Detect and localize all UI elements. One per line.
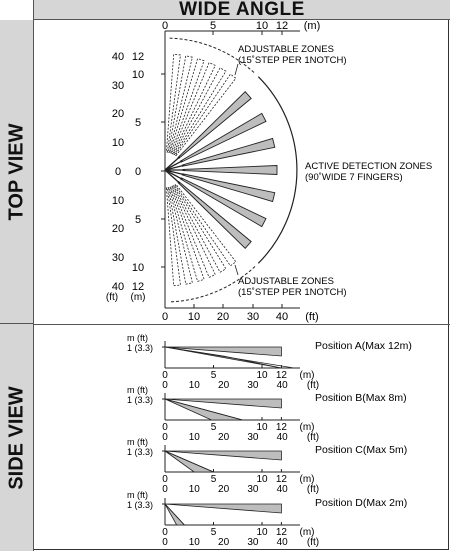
side-x-ft-tick-label: 10 — [188, 380, 200, 391]
side-x-m-unit-label: (m) — [299, 474, 315, 485]
side-beam-upper — [165, 504, 281, 513]
left-ft-tick-label: 10 — [111, 195, 125, 207]
side-x-ft-tick-label: 40 — [276, 432, 288, 443]
side-x-m-tick-label: 12 — [275, 422, 287, 433]
page-title: WIDE ANGLE — [179, 0, 305, 20]
adjustable-zones-top-title: ADJUSTABLE ZONES — [238, 44, 334, 55]
side-x-ft-tick-label: 0 — [162, 380, 168, 391]
side-x-m-tick-label: 5 — [210, 474, 217, 485]
left-ft-tick-label: 20 — [111, 223, 125, 235]
side-x-ft-tick-label: 30 — [247, 484, 259, 495]
side-y-unit-label: m (ft) — [127, 437, 148, 447]
side-x-m-tick-label: 10 — [256, 527, 268, 538]
side-y-value-label: 1 (3.3) — [127, 343, 154, 353]
top-view-label: TOP VIEW — [5, 122, 27, 221]
left-ft-tick-label: 20 — [111, 108, 125, 120]
left-ft-unit-label: (ft) — [105, 292, 119, 303]
side-y-value-label: 1 (3.3) — [127, 447, 154, 457]
side-position-label: Position D(Max 2m) — [315, 497, 408, 509]
adjustable-zone-finger — [166, 188, 180, 286]
left-m-tick-label: 12 — [131, 281, 145, 293]
bottom-axis-unit-label: (ft) — [305, 311, 319, 323]
bottom-axis-tick-label: 40 — [275, 311, 289, 323]
adjustable-zone-finger — [172, 63, 215, 154]
side-x-ft-tick-label: 40 — [276, 380, 288, 391]
side-x-ft-tick-label: 40 — [276, 484, 288, 495]
side-x-ft-unit-label: (ft) — [306, 484, 320, 495]
side-x-m-tick-label: 12 — [275, 474, 287, 485]
side-x-m-tick-label: 0 — [162, 474, 168, 485]
side-position-b — [127, 385, 407, 443]
side-x-m-unit-label: (m) — [299, 527, 315, 538]
left-m-tick-label: 12 — [131, 51, 145, 63]
adjustable-bottom-leader — [235, 265, 238, 275]
bottom-axis-tick-label: 10 — [187, 311, 201, 323]
side-x-ft-tick-label: 30 — [247, 537, 259, 548]
side-x-ft-tick-label: 20 — [218, 432, 230, 443]
side-x-m-tick-label: 12 — [275, 370, 287, 381]
side-x-ft-tick-label: 20 — [218, 484, 230, 495]
side-x-m-tick-label: 5 — [210, 370, 217, 381]
side-x-m-tick-label: 5 — [210, 422, 217, 433]
left-ft-tick-label: 10 — [111, 137, 125, 149]
side-x-m-tick-label: 5 — [210, 527, 217, 538]
side-position-c — [127, 437, 407, 495]
side-x-ft-unit-label: (ft) — [306, 537, 320, 548]
side-beam-upper — [165, 347, 281, 356]
side-x-ft-tick-label: 0 — [162, 432, 168, 443]
side-x-ft-tick-label: 0 — [162, 537, 168, 548]
left-m-tick-label: 10 — [131, 69, 145, 81]
side-y-unit-label: m (ft) — [127, 385, 148, 395]
active-zones-title: ACTIVE DETECTION ZONES — [305, 161, 433, 172]
side-position-label: Position C(Max 5m) — [315, 444, 408, 456]
adjustable-zone-finger — [172, 186, 215, 277]
adjustable-zones-bottom-title: ADJUSTABLE ZONES — [238, 276, 334, 287]
top-axis-tick-label: 5 — [209, 20, 217, 32]
left-ft-tick-label: 30 — [111, 80, 125, 92]
side-x-m-tick-label: 0 — [162, 370, 168, 381]
side-view-label: SIDE VIEW — [5, 385, 27, 490]
side-x-ft-tick-label: 30 — [247, 380, 259, 391]
side-x-m-unit-label: (m) — [299, 370, 315, 381]
side-y-value-label: 1 (3.3) — [127, 395, 154, 405]
side-y-value-label: 1 (3.3) — [127, 500, 154, 510]
side-x-ft-tick-label: 10 — [188, 537, 200, 548]
left-m-tick-label: 5 — [134, 214, 142, 226]
side-x-m-tick-label: 10 — [256, 370, 268, 381]
side-y-unit-label: m (ft) — [127, 333, 148, 343]
top-view-plot — [106, 20, 432, 323]
bottom-axis-tick-label: 20 — [216, 311, 230, 323]
side-x-m-tick-label: 10 — [256, 474, 268, 485]
left-m-unit-label: (m) — [130, 292, 146, 303]
side-x-ft-tick-label: 40 — [276, 537, 288, 548]
side-x-m-tick-label: 0 — [162, 422, 168, 433]
bottom-axis-tick-label: 0 — [161, 311, 169, 323]
side-x-ft-tick-label: 0 — [162, 484, 168, 495]
side-position-label: Position A(Max 12m) — [315, 340, 412, 352]
left-m-tick-label: 0 — [134, 166, 142, 178]
adjustable-zones-bottom-note: (15˚STEP PER 1NOTCH) — [238, 287, 347, 298]
side-y-unit-label: m (ft) — [127, 490, 148, 500]
adjustable-zones-top-note: (15˚STEP PER 1NOTCH) — [238, 55, 347, 66]
side-x-m-tick-label: 10 — [256, 422, 268, 433]
side-x-ft-unit-label: (ft) — [306, 380, 320, 391]
side-x-ft-tick-label: 20 — [218, 380, 230, 391]
top-axis-unit-label: (m) — [303, 20, 321, 32]
left-m-tick-label: 5 — [134, 117, 142, 129]
side-x-ft-unit-label: (ft) — [306, 432, 320, 443]
side-view-plot — [127, 333, 412, 548]
side-position-d — [127, 490, 407, 548]
top-axis-tick-label: 10 — [255, 20, 269, 32]
active-zones-note: (90˚WIDE 7 FINGERS) — [305, 172, 403, 183]
bottom-axis-tick-label: 30 — [246, 311, 260, 323]
left-ft-tick-label: 40 — [111, 51, 125, 63]
top-axis-tick-label: 0 — [161, 20, 169, 32]
side-x-ft-tick-label: 30 — [247, 432, 259, 443]
side-x-m-unit-label: (m) — [299, 422, 315, 433]
left-ft-tick-label: 30 — [111, 252, 125, 264]
top-axis-tick-label: 12 — [275, 20, 289, 32]
left-m-tick-label: 10 — [131, 262, 145, 274]
side-position-label: Position B(Max 8m) — [315, 392, 407, 404]
side-x-m-tick-label: 0 — [162, 527, 168, 538]
active-detection-finger — [183, 166, 277, 175]
side-position-a — [127, 333, 412, 391]
left-ft-tick-label: 0 — [114, 166, 122, 178]
side-x-ft-tick-label: 10 — [188, 484, 200, 495]
side-x-ft-tick-label: 20 — [218, 537, 230, 548]
left-ft-tick-label: 40 — [111, 281, 125, 293]
adjustable-top-leader — [235, 64, 238, 75]
side-x-ft-tick-label: 10 — [188, 432, 200, 443]
side-x-m-tick-label: 12 — [275, 527, 287, 538]
